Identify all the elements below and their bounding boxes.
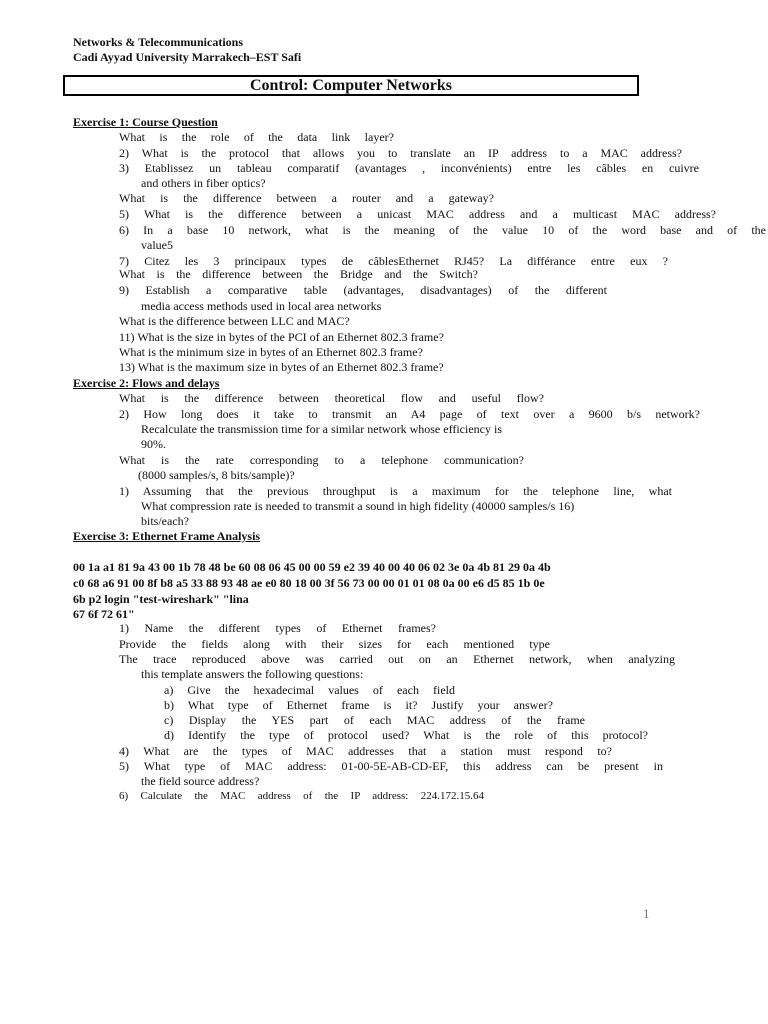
question-line: 3) Etablissez un tableau comparatif (avantages , inconvénients) entre les câbles en cuivre bbox=[119, 161, 699, 175]
question-line: 11) What is the size in bytes of the PCI of an Ethernet 802.3 frame? bbox=[119, 330, 444, 344]
hex-dump-line: 6b p2 login "test-wireshark" "lina bbox=[73, 592, 249, 606]
question-line: 2) How long does it take to transmit an A4 page of text over a 9600 b/s network? bbox=[119, 407, 700, 421]
question-line: 1) Assuming that the previous throughput is a maximum for the telephone line, what bbox=[119, 484, 672, 498]
question-line: 6) Calculate the MAC address of the IP address: 224.172.15.64 bbox=[119, 790, 484, 802]
question-line: 9) Establish a comparative table (advantages, disadvantages) of the different bbox=[119, 283, 607, 297]
question-line: 7) Citez les 3 principaux types de câblesEthernet RJ45? La différance entre eux ? bbox=[119, 254, 668, 268]
question-line: What is the difference between theoretical flow and useful flow? bbox=[119, 391, 544, 405]
question-line: What compression rate is needed to transmit a sound in high fidelity (40000 samples/s 16) bbox=[141, 499, 575, 513]
question-line: this template answers the following questions: bbox=[141, 667, 364, 681]
question-line: What is the difference between a router and a gateway? bbox=[119, 191, 494, 205]
question-line: 90%. bbox=[141, 437, 166, 451]
question-line: What is the difference between LLC and MAC? bbox=[119, 314, 350, 328]
question-line: The trace reproduced above was carried out on an Ethernet network, when analyzing bbox=[119, 652, 675, 666]
question-line: 1) Name the different types of Ethernet frames? bbox=[119, 621, 436, 635]
question-line: c) Display the YES part of each MAC address of the frame bbox=[164, 713, 585, 727]
hex-dump-line: 00 1a a1 81 9a 43 00 1b 78 48 be 60 08 06 45 00 00 59 e2 39 40 00 40 06 02 3e 0a 4b 81 29 0a 4b bbox=[73, 560, 551, 574]
question-line: d) Identify the type of protocol used? What is the role of this protocol? bbox=[164, 728, 648, 742]
question-line: 5) What is the difference between a unicast MAC address and a multicast MAC address? bbox=[119, 207, 716, 221]
question-line: and others in fiber optics? bbox=[141, 176, 266, 190]
hex-dump-line: 67 6f 72 61" bbox=[73, 607, 135, 621]
question-line: What is the rate corresponding to a telephone communication? bbox=[119, 453, 524, 467]
header-university: Cadi Ayyad University Marrakech–EST Safi bbox=[73, 50, 302, 64]
question-line: What is the difference between the Bridge and the Switch? bbox=[119, 267, 478, 281]
question-line: 5) What type of MAC address: 01-00-5E-AB-CD-EF, this address can be present in bbox=[119, 759, 663, 773]
question-line: a) Give the hexadecimal values of each field bbox=[164, 683, 455, 697]
exercise-2-title: Exercise 2: Flows and delays bbox=[73, 376, 220, 390]
question-line: the field source address? bbox=[141, 774, 260, 788]
question-line: (8000 samples/s, 8 bits/sample)? bbox=[138, 468, 295, 482]
question-line: Recalculate the transmission time for a similar network whose efficiency is bbox=[141, 422, 503, 436]
question-line: Provide the fields along with their sizes for each mentioned type bbox=[119, 637, 550, 651]
question-line: bits/each? bbox=[141, 514, 189, 528]
header-department: Networks & Telecommunications bbox=[73, 35, 243, 49]
question-line: 13) What is the maximum size in bytes of an Ethernet 802.3 frame? bbox=[119, 360, 444, 374]
question-line: 4) What are the types of MAC addresses that a station must respond to? bbox=[119, 744, 612, 758]
question-line: 2) What is the protocol that allows you to translate an IP address to a MAC address? bbox=[119, 146, 682, 160]
question-line: b) What type of Ethernet frame is it? Justify your answer? bbox=[164, 698, 553, 712]
page-title: Control: Computer Networks bbox=[63, 75, 639, 96]
exercise-3-title: Exercise 3: Ethernet Frame Analysis bbox=[73, 529, 261, 543]
question-line: 6) In a base 10 network, what is the meaning of the value 10 of the word base and of the bbox=[119, 223, 766, 237]
hex-dump-line: c0 68 a6 91 00 8f b8 a5 33 88 93 48 ae e0 80 18 00 3f 56 73 00 00 01 01 08 0a 00 e6 d5 85 1b 0e bbox=[73, 576, 545, 590]
page-number: 1 bbox=[643, 906, 650, 921]
question-line: value5 bbox=[141, 238, 173, 252]
question-line: What is the role of the data link layer? bbox=[119, 130, 394, 144]
question-line: What is the minimum size in bytes of an Ethernet 802.3 frame? bbox=[119, 345, 423, 359]
question-line: media access methods used in local area networks bbox=[141, 299, 382, 313]
exercise-1-title: Exercise 1: Course Question bbox=[73, 115, 218, 129]
